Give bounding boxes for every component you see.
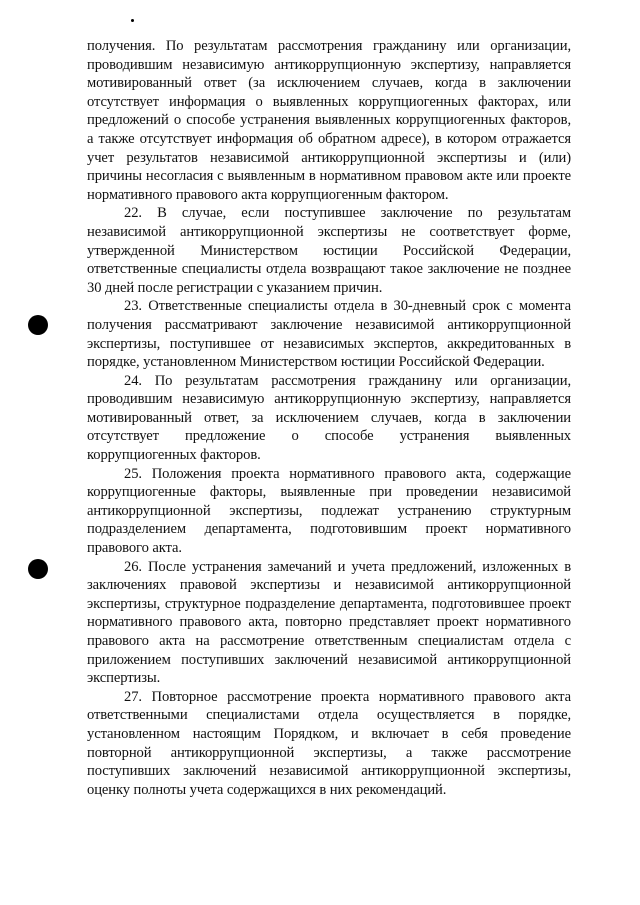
paragraph-continuation: получения. По результатам рассмотрения гражданину или организации, проводившим независимую антикоррупционную экспертизу, направляется мотивированный ответ (за исключением случаев, когда в заключении отсутствует информация о выявленных коррупциогенных факторах, или предложений о способе устранения выявленных коррупциогенных факторов, а также отсутствует информация об обратном адресе), в котором отражается учет результатов независимой антикоррупционной экспертизы и (или) причины несогласия с выявленным в нормативном правовом акте или проекте нормативного правового акта коррупциогенным фактором. <box>87 38 571 203</box>
paragraph-26: 26. После устранения замечаний и учета предложений, изложенных в заключениях правовой экспертизы и независимой антикоррупционной экспертизы, структурное подразделение департамента, подготовившее проект нормативного правового акта, повторно представляет проект нормативного правового акта на рассмотрение ответственным специалистам отдела с приложением поступивших заключений независимой антикоррупционной экспертизы. <box>87 558 571 687</box>
paragraph-22: 22. В случае, если поступившее заключение по результатам независимой антикоррупционной экспертизы не соответствует форме, утвержденной Министерством юстиции Российской Федерации, ответственные специалисты отдела возвращают такое заключение не позднее 30 дней после регистрации с указанием причин. <box>87 205 571 296</box>
paragraph-25: 25. Положения проекта нормативного правового акта, содержащие коррупциогенные факторы, выявленные при проведении независимой антикоррупционной экспертизы, подлежат устранению структурным подразделением департамента, подготовившим проект нормативного правового акта. <box>87 465 571 557</box>
paragraph-23: 23. Ответственные специалисты отдела в 30-дневный срок с момента получения рассматривают заключение независимой антикоррупционной экспертизы, поступившее от независимых экспертов, аккредитованных в порядке, установленном Министерством юстиции Российской Федерации. <box>87 298 571 371</box>
punch-hole <box>28 559 48 579</box>
paragraph-27: 27. Повторное рассмотрение проекта нормативного правового акта ответственными специалистами отдела осуществляется в порядке, установленном настоящим Порядком, и включает в себя проведение повторной антикоррупционной экспертизы, а также рассмотрение поступивших заключений независимой антикоррупционной экспертизы, оценку полноты учета содержащихся в них рекомендаций. <box>87 688 571 798</box>
scan-speck <box>131 19 134 22</box>
paragraph-24: 24. По результатам рассмотрения гражданину или организации, проводившим независимую антикоррупционную экспертизу, направляется мотивированный ответ, за исключением случаев, когда в заключении отсутствует предложение о способе устранения выявленных коррупциогенных факторов. <box>87 372 571 464</box>
punch-hole <box>28 315 48 335</box>
document-body <box>87 37 571 799</box>
